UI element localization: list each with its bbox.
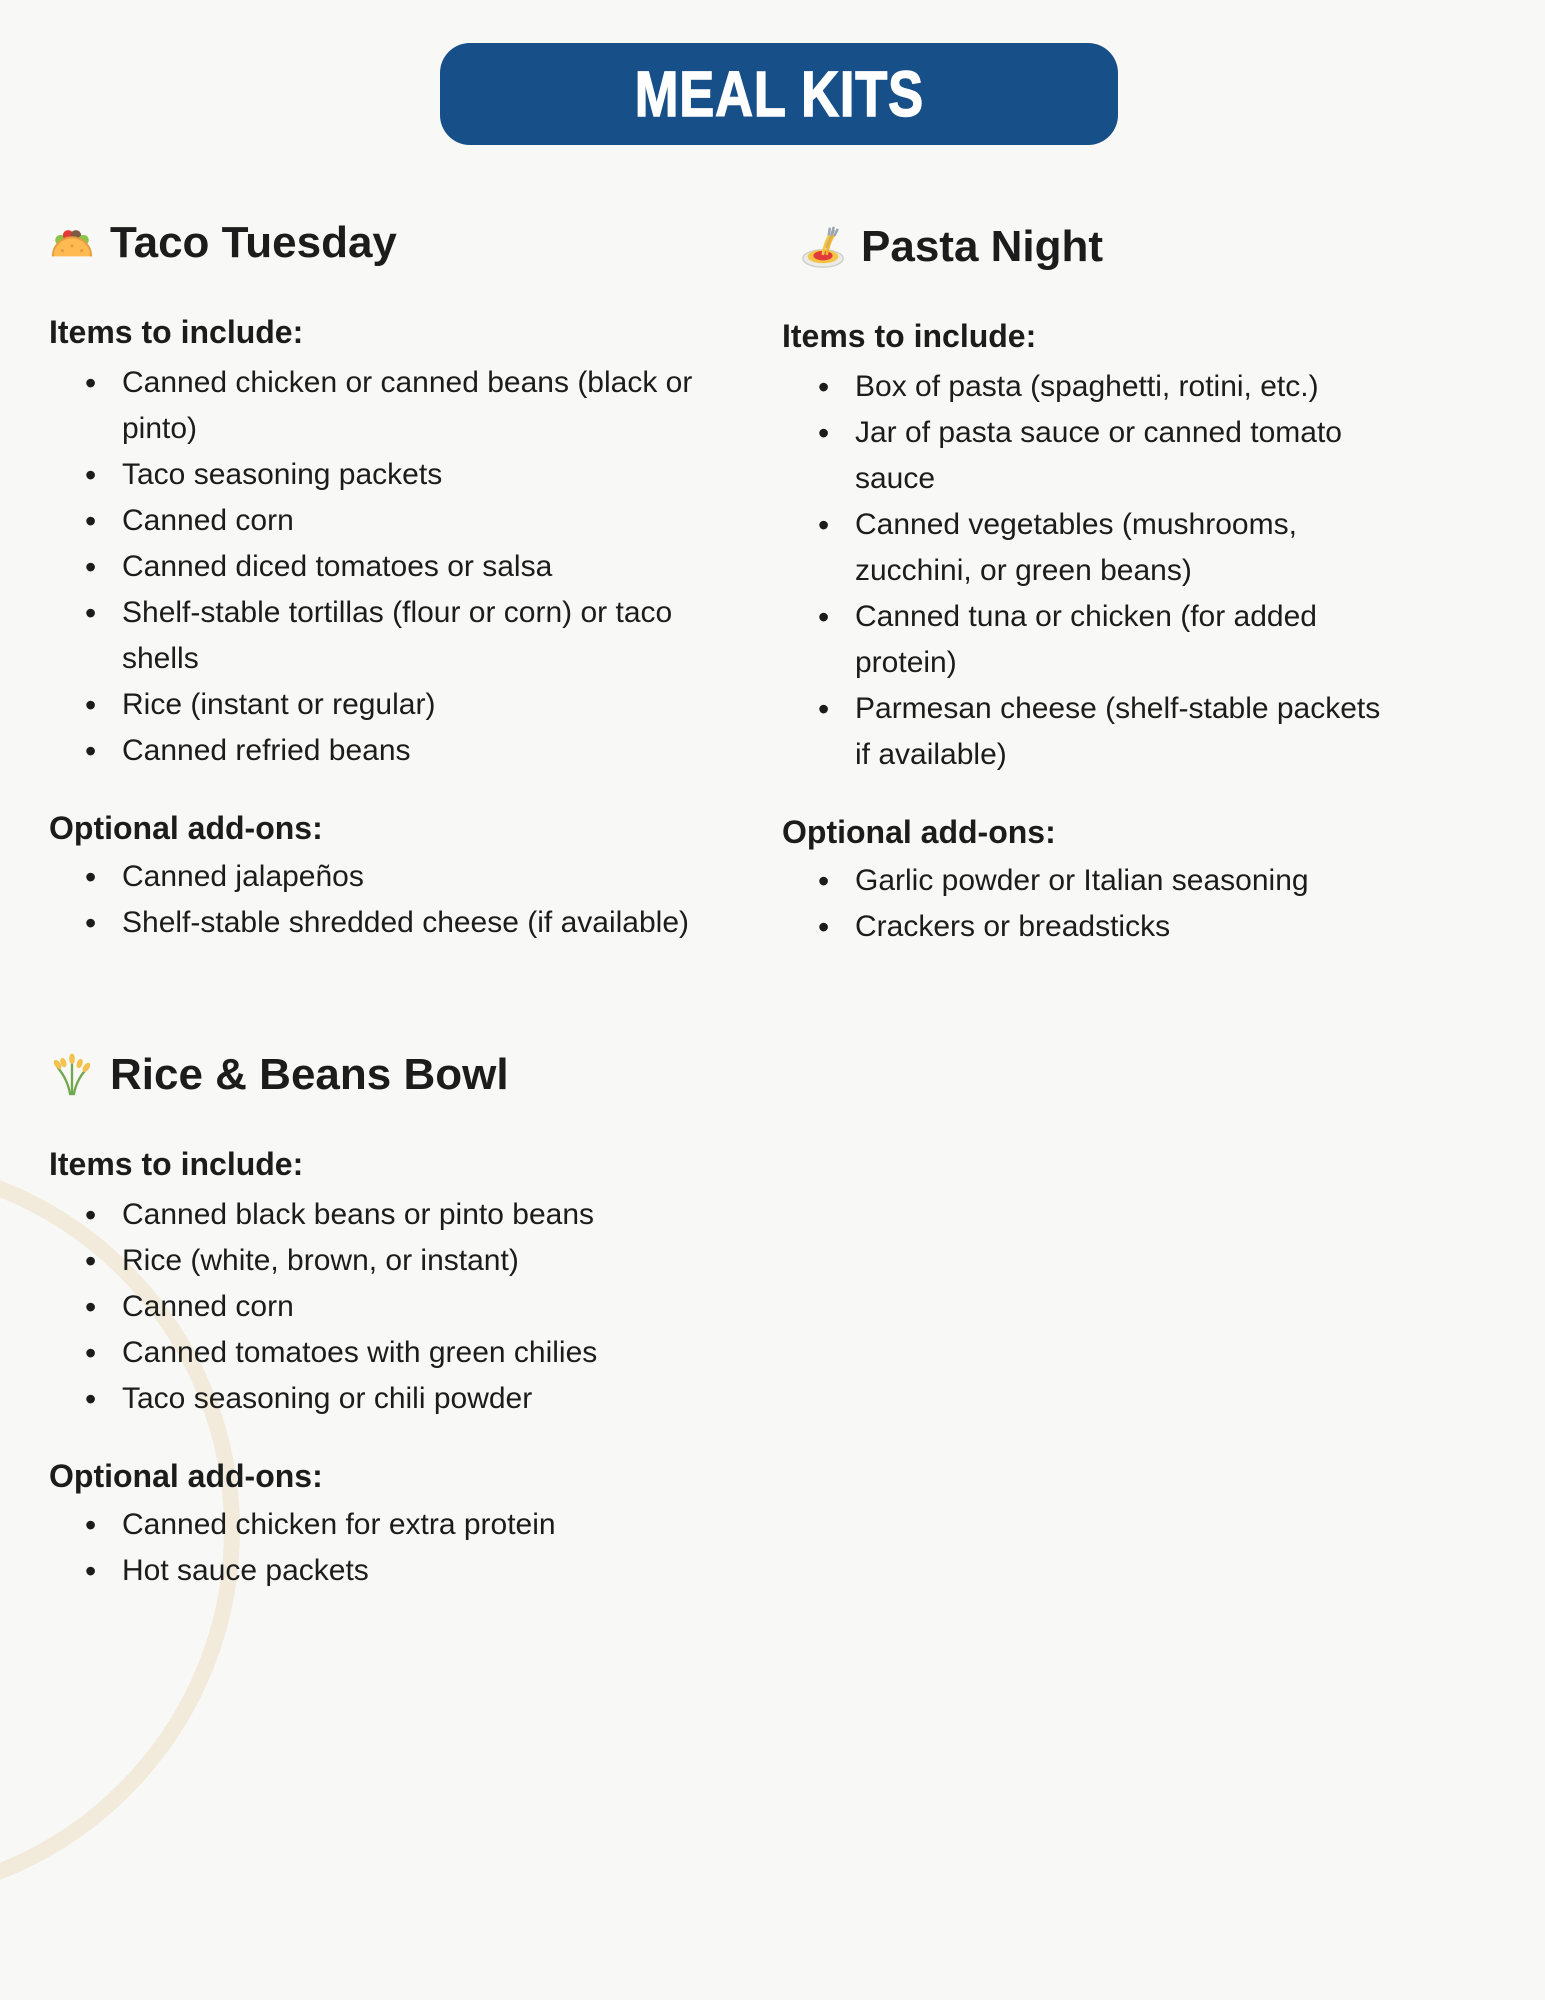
items-list [49,360,704,774]
section-rice-beans-bowl [49,1050,704,1594]
list-item: • Canned black beans or pinto beans [49,1192,704,1238]
items-to-include-heading: Items to include: [782,318,1037,354]
list-item: • Canned corn [49,1284,704,1330]
list-item: • Canned jalapeños [49,854,704,900]
list-item: • Canned tuna or chicken (for added protein) [782,594,1402,686]
list-item: • Jar of pasta sauce or canned tomato sauce [782,410,1402,502]
addons-list [782,858,1402,950]
list-item: • Garlic powder or Italian seasoning [782,858,1402,904]
list-item: • Canned diced tomatoes or salsa [49,544,704,590]
list-item: • Rice (white, brown, or instant) [49,1238,704,1284]
section-heading [49,218,704,268]
section-title-text: Pasta Night [861,222,1104,271]
list-item: • Hot sauce packets [49,1548,704,1594]
list-item: • Canned chicken for extra protein [49,1502,704,1548]
list-item: • Shelf-stable shredded cheese (if available) [49,900,704,946]
spaghetti-icon [800,224,846,270]
list-item: • Canned refried beans [49,728,704,774]
addons-list [49,854,704,946]
items-list [782,364,1402,778]
taco-icon [49,220,95,266]
list-item: • Taco seasoning or chili powder [49,1376,704,1422]
optional-addons-heading: Optional add-ons: [49,810,323,846]
title-banner [440,43,1118,145]
section-heading [782,222,1402,272]
list-item: • Crackers or breadsticks [782,904,1402,950]
items-list [49,1192,704,1422]
optional-addons-heading: Optional add-ons: [782,814,1056,850]
list-item: • Shelf-stable tortillas (flour or corn) or taco shells [49,590,704,682]
list-item: • Canned tomatoes with green chilies [49,1330,704,1376]
items-to-include-heading: Items to include: [49,314,304,350]
list-item: • Canned corn [49,498,704,544]
optional-addons-heading: Optional add-ons: [49,1458,323,1494]
addons-list [49,1502,704,1594]
list-item: • Rice (instant or regular) [49,682,704,728]
section-title-text: Rice & Beans Bowl [110,1050,509,1099]
page-title: MEAL KITS [634,58,924,130]
section-pasta-night [782,222,1402,950]
items-to-include-heading: Items to include: [49,1146,304,1182]
section-heading [49,1050,704,1100]
rice-sheaf-icon [49,1052,95,1098]
list-item: • Canned chicken or canned beans (black or pinto) [49,360,704,452]
list-item: • Canned vegetables (mushrooms, zucchini, or green beans) [782,502,1402,594]
list-item: • Taco seasoning packets [49,452,704,498]
section-taco-tuesday [49,218,704,946]
section-title-text: Taco Tuesday [110,218,397,267]
list-item: • Box of pasta (spaghetti, rotini, etc.) [782,364,1402,410]
list-item: • Parmesan cheese (shelf-stable packets if available) [782,686,1402,778]
